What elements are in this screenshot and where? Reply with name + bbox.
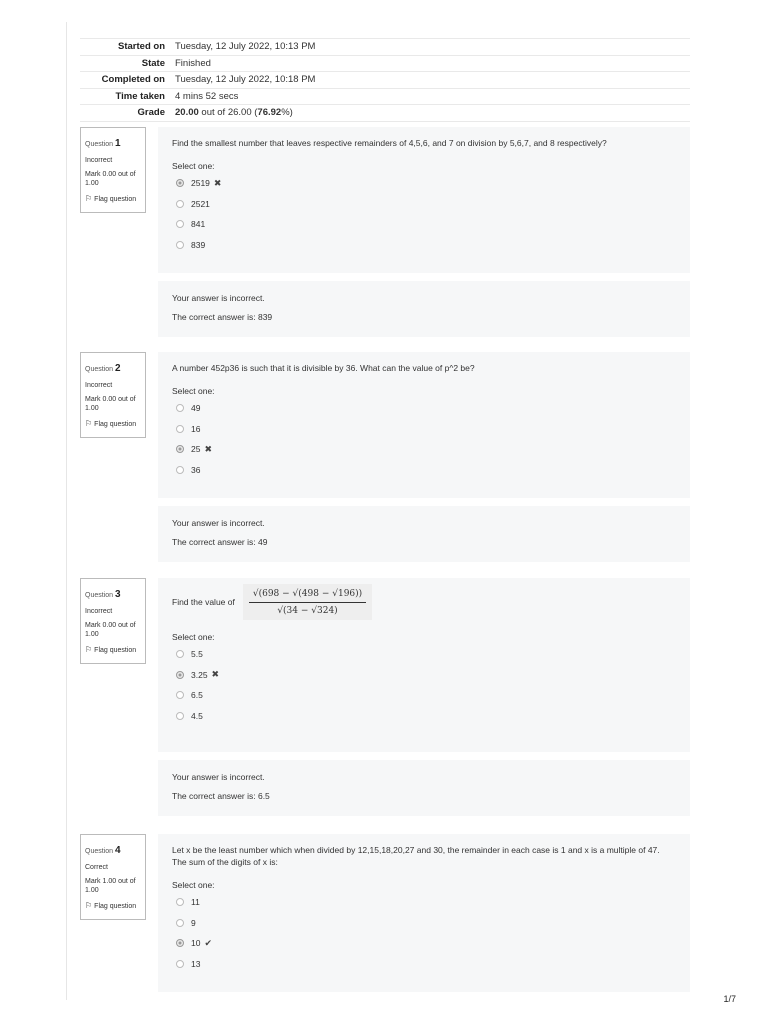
question-state: Incorrect	[85, 608, 113, 615]
summary-row-completed	[80, 71, 690, 88]
question-mark: Mark 0.00 out of 1.00	[85, 171, 136, 187]
summary-row-time-taken	[80, 88, 690, 105]
radio-button[interactable]	[176, 898, 184, 906]
correct-icon: ✔	[204, 937, 213, 948]
answer-option[interactable]	[172, 933, 676, 954]
radio-button[interactable]	[176, 691, 184, 699]
option-label: 4.5	[191, 710, 203, 721]
flag-question-link[interactable]	[85, 194, 141, 203]
option-label: 3.25	[191, 669, 208, 680]
question-info-box	[80, 834, 146, 920]
summary-label: Completed on	[101, 74, 165, 86]
answer-option[interactable]	[172, 892, 676, 913]
question-label: Question	[85, 592, 114, 599]
question-label: Question	[85, 366, 114, 373]
question-mark: Mark 1.00 out of 1.00	[85, 878, 136, 894]
attempt-summary-table	[80, 38, 690, 122]
flag-question-link[interactable]	[85, 419, 141, 428]
radio-button[interactable]	[176, 220, 184, 228]
correct-answer-text: The correct answer is: 49	[172, 537, 268, 547]
grade-score: 20.00	[175, 107, 199, 119]
question-number: 1	[115, 138, 121, 149]
flag-icon: ⚐	[85, 194, 93, 203]
feedback-text: Your answer is incorrect.	[172, 518, 265, 528]
select-one-label: Select one:	[172, 161, 215, 171]
question-content	[158, 834, 690, 992]
answer-option[interactable]	[172, 235, 676, 256]
option-label: 36	[191, 464, 201, 475]
radio-button[interactable]	[176, 200, 184, 208]
option-label: 2521	[191, 198, 210, 209]
formula-denominator: √(34 − √324)	[277, 606, 338, 616]
flag-label: Flag question	[94, 196, 137, 203]
select-one-label: Select one:	[172, 880, 215, 890]
select-one-label: Select one:	[172, 632, 215, 642]
incorrect-icon: ✖	[213, 177, 222, 188]
summary-label: Time taken	[115, 90, 165, 102]
radio-button[interactable]	[176, 404, 184, 412]
answer-option[interactable]	[172, 194, 676, 215]
summary-value: Tuesday, 12 July 2022, 10:18 PM	[175, 74, 316, 86]
summary-value: Finished	[175, 57, 211, 69]
flag-question-link[interactable]	[85, 901, 141, 910]
option-label: 13	[191, 958, 201, 969]
grade-end: %)	[281, 107, 293, 119]
flag-icon: ⚐	[85, 645, 93, 654]
answer-option[interactable]	[172, 685, 676, 706]
option-label: 5.5	[191, 649, 203, 660]
answer-option[interactable]	[172, 173, 676, 194]
question-number: 3	[115, 589, 121, 600]
question-info-box	[80, 127, 146, 213]
question-text: Find the smallest number that leaves respective remainders of 4,5,6, and 7 on division by 5,6,7, and 8 respectively?	[172, 138, 607, 148]
question-info-box	[80, 578, 146, 664]
formula-numerator: √(698 − √(498 − √196))	[249, 587, 366, 603]
answer-option[interactable]	[172, 954, 676, 975]
radio-button[interactable]	[176, 712, 184, 720]
summary-row-started	[80, 38, 690, 55]
question-content	[158, 352, 690, 498]
question-label: Question	[85, 848, 114, 855]
grade-percent: 76.92	[257, 107, 282, 119]
flag-icon: ⚐	[85, 419, 93, 428]
question-mark: Mark 0.00 out of 1.00	[85, 622, 136, 638]
question-feedback	[158, 506, 690, 562]
page-number: 1/7	[723, 994, 736, 1004]
answer-option[interactable]	[172, 398, 676, 419]
correct-answer-text: The correct answer is: 6.5	[172, 791, 270, 801]
option-label: 9	[191, 917, 196, 928]
correct-answer-text: The correct answer is: 839	[172, 312, 273, 322]
answer-option[interactable]	[172, 439, 676, 460]
radio-button[interactable]	[176, 241, 184, 249]
summary-row-grade	[80, 104, 690, 122]
question-feedback	[158, 760, 690, 816]
summary-value: 4 mins 52 secs	[175, 90, 239, 102]
answer-option[interactable]	[172, 913, 676, 934]
option-label: 11	[191, 897, 200, 908]
question-state: Incorrect	[85, 382, 113, 389]
option-label: 839	[191, 239, 206, 250]
answer-option[interactable]	[172, 419, 676, 440]
answer-option[interactable]	[172, 706, 676, 727]
math-formula	[243, 584, 372, 620]
feedback-text: Your answer is incorrect.	[172, 772, 265, 782]
answer-option[interactable]	[172, 214, 676, 235]
radio-button[interactable]	[176, 960, 184, 968]
flag-label: Flag question	[94, 421, 137, 428]
question-number: 2	[115, 363, 121, 374]
question-info-box	[80, 352, 146, 438]
option-label: 10	[191, 938, 201, 949]
answer-option[interactable]	[172, 665, 676, 686]
question-text: Let x be the least number which when divided by 12,15,18,20,27 and 30, the remainder in each case is 1 and x is a multiple of 47. The sum of the digits of x is:	[172, 845, 660, 867]
question-content	[158, 578, 690, 752]
select-one-label: Select one:	[172, 386, 215, 396]
summary-label: Grade	[137, 107, 165, 119]
question-state: Correct	[85, 864, 108, 871]
incorrect-icon: ✖	[204, 443, 213, 454]
answer-option[interactable]	[172, 460, 676, 481]
radio-button[interactable]	[176, 425, 184, 433]
question-feedback	[158, 281, 690, 337]
question-mark: Mark 0.00 out of 1.00	[85, 396, 136, 412]
radio-button[interactable]	[176, 939, 184, 947]
flag-icon: ⚐	[85, 901, 93, 910]
summary-value: Tuesday, 12 July 2022, 10:13 PM	[175, 41, 316, 53]
radio-button[interactable]	[176, 179, 184, 187]
grade-out-of: out of 26.00 (	[198, 107, 258, 119]
question-number: 4	[115, 845, 121, 856]
summary-label: Started on	[118, 41, 165, 53]
radio-button[interactable]	[176, 445, 184, 453]
answer-option[interactable]	[172, 644, 676, 665]
flag-label: Flag question	[94, 903, 137, 910]
question-text: A number 452p36 is such that it is divisible by 36. What can the value of p^2 be?	[172, 363, 475, 373]
summary-row-state	[80, 55, 690, 72]
question-text-with-formula	[172, 584, 676, 620]
option-label: 49	[191, 403, 201, 414]
summary-label: State	[141, 57, 165, 69]
option-label: 16	[191, 423, 201, 434]
question-text: Find the value of	[172, 597, 235, 607]
question-content	[158, 127, 690, 273]
incorrect-icon: ✖	[211, 669, 220, 680]
radio-button[interactable]	[176, 650, 184, 658]
feedback-text: Your answer is incorrect.	[172, 293, 265, 303]
option-label: 841	[191, 219, 206, 230]
option-label: 6.5	[191, 690, 203, 701]
radio-button[interactable]	[176, 466, 184, 474]
flag-question-link[interactable]	[85, 645, 141, 654]
radio-button[interactable]	[176, 919, 184, 927]
option-label: 25	[191, 444, 201, 455]
radio-button[interactable]	[176, 671, 184, 679]
summary-value	[175, 107, 293, 118]
flag-label: Flag question	[94, 647, 137, 654]
question-state: Incorrect	[85, 157, 113, 164]
option-label: 2519	[191, 178, 210, 189]
question-label: Question	[85, 141, 114, 148]
